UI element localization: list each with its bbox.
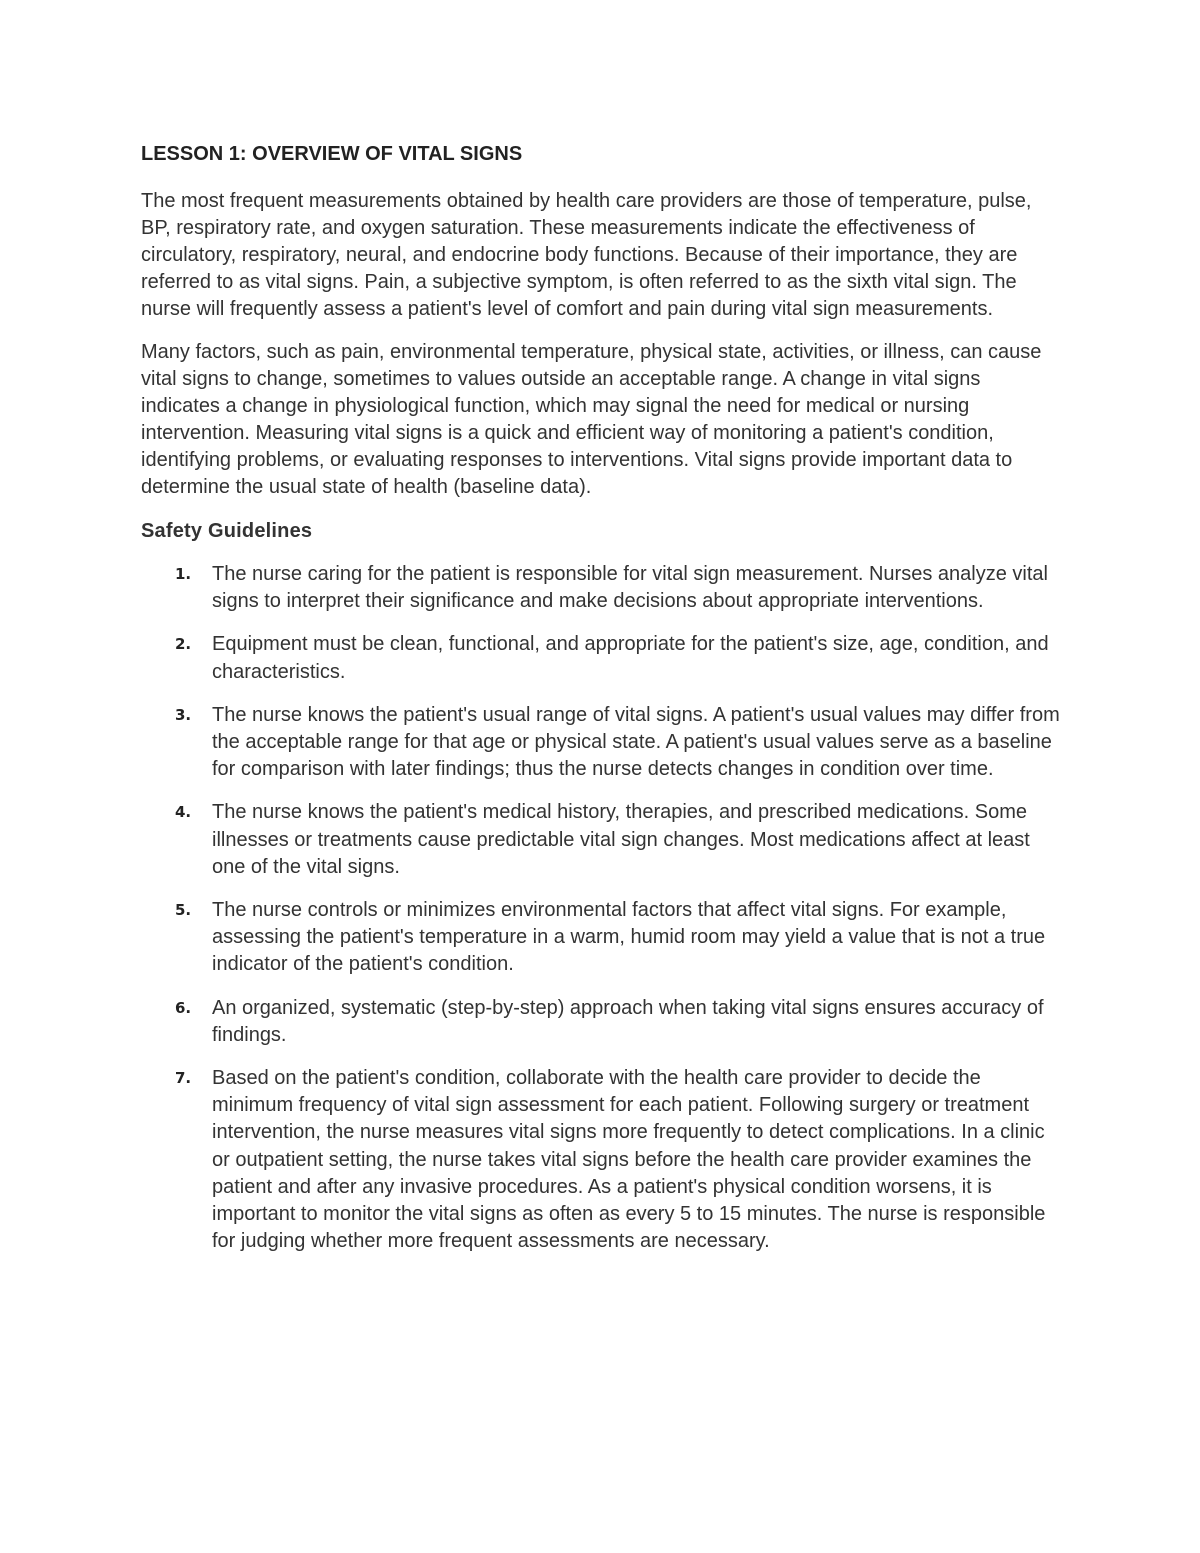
- intro-paragraph: The most frequent measurements obtained by health care providers are those of temperature, pulse, BP, respiratory rate, and oxygen saturation. These measurements indicate the effectiveness of circulatory, respiratory, neural, and endocrine body functions. Because of their importance, they are referred to as vital signs. Pain, a subjective symptom, is often referred to as the sixth vital sign. The nurse will frequently assess a patient's level of comfort and pain during vital sign measurements.: [141, 190, 1032, 320]
- list-item-number: 6.: [175, 998, 192, 1017]
- list-item: [141, 631, 1061, 685]
- lesson-title: LESSON 1: OVERVIEW OF VITAL SIGNS: [141, 143, 523, 165]
- list-item: [141, 1065, 1061, 1255]
- list-item-number: 2.: [175, 635, 192, 654]
- list-item: [141, 995, 1061, 1049]
- list-item-text: Based on the patient's condition, collaborate with the health care provider to decide the minimum frequency of vital sign assessment for each patient. Following surgery or treatment intervention, the nurse measures vital signs more frequently to detect complications. In a clinic or outpatient setting, the nurse takes vital signs before the health care provider examines the patient and after any invasive procedures. As a patient's physical condition worsens, it is important to monitor the vital signs as often as every 5 to 15 minutes. The nurse is responsible for judging whether more frequent assessments are necessary.: [212, 1067, 1046, 1253]
- list-item: [141, 897, 1061, 979]
- list-item-number: 4.: [175, 803, 192, 822]
- list-item-text: The nurse controls or minimizes environmental factors that affect vital signs. For example, assessing the patient's temperature in a warm, humid room may yield a value that is not a true indicator of the patient's condition.: [212, 899, 1046, 976]
- list-item-number: 5.: [175, 901, 192, 920]
- list-item: [141, 561, 1061, 615]
- list-item: [141, 799, 1061, 881]
- list-item-number: 7.: [175, 1069, 192, 1088]
- list-item-text: The nurse knows the patient's medical history, therapies, and prescribed medications. Some illnesses or treatments cause predictable vital sign changes. Most medications affect at least one of the vital signs.: [212, 801, 1030, 878]
- list-item-text: An organized, systematic (step-by-step) approach when taking vital signs ensures accuracy of findings.: [212, 996, 1044, 1046]
- safety-guidelines-heading: Safety Guidelines: [141, 520, 313, 542]
- list-item-text: Equipment must be clean, functional, and appropriate for the patient's size, age, condition, and characteristics.: [212, 633, 1049, 683]
- safety-guidelines-list: [141, 561, 1061, 1255]
- list-item-text: The nurse knows the patient's usual range of vital signs. A patient's usual values may differ from the acceptable range for that age or physical state. A patient's usual values serve as a baseline for comparison with later findings; thus the nurse detects changes in condition over time.: [212, 703, 1060, 781]
- list-item-number: 1.: [175, 565, 192, 583]
- list-item: [141, 702, 1061, 784]
- list-item-text: The nurse caring for the patient is responsible for vital sign measurement. Nurses analyze vital signs to interpret their significance and make decisions about appropriate interventions.: [212, 563, 1048, 613]
- factors-paragraph: Many factors, such as pain, environmental temperature, physical state, activities, or illness, can cause vital signs to change, sometimes to values outside an acceptable range. A change in vital signs indicates a change in physiological function, which may signal the need for medical or nursing intervention. Measuring vital signs is a quick and efficient way of monitoring a patient's condition, identifying problems, or evaluating responses to interventions. Vital signs provide important data to determine the usual state of health (baseline data).: [141, 341, 1042, 498]
- document-page: [141, 140, 1061, 1271]
- list-item-number: 3.: [175, 705, 192, 724]
